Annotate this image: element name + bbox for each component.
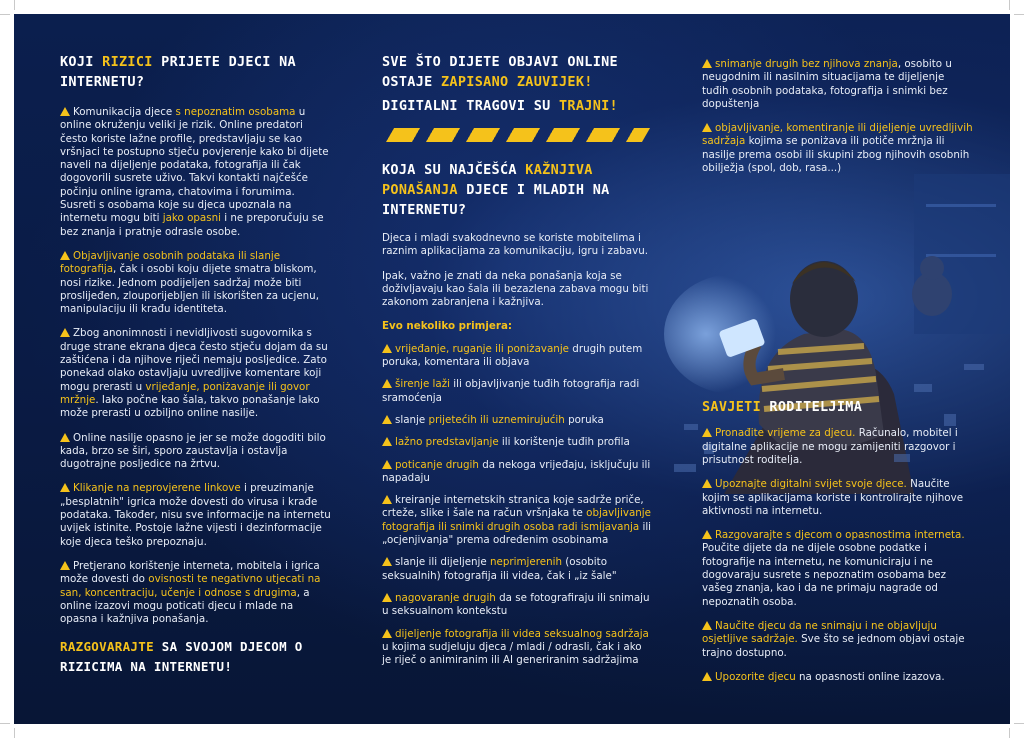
warning-icon	[702, 123, 712, 132]
example-item: vrijeđanje, ruganje ili poniżavanje drugih putem poruka, komentara ili objava	[382, 342, 643, 369]
warning-icon	[382, 557, 392, 566]
examples-label: Evo nekoliko primjera:	[382, 320, 513, 333]
warning-icon	[60, 251, 70, 260]
brochure-sheet	[14, 14, 1010, 724]
warning-icon	[382, 593, 392, 602]
intro-paragraph: Djeca i mladi svakodnevno se koriste mobitelima i raznim aplikacijama za komunikaciju, igru i zabavu.	[382, 232, 648, 258]
risk-paragraph: Komunikacija djece s nepoznatim osobama u online okruženju veliki je rizik. Online predatori često koriste lažne profile, predstavljaju se kao vršnjaci te postupno stječu povjerenje kako bi dijete naveli na dijeljenje podataka, fotografija ili čak dogovorili susrete uživo. Takvi kontakti najčešće počinju online igrama, chatovima i forumima. Susreti s osobama koje su djeca upoznala na internetu mogu biti jako opasni i ne preporučuju se bez znanja i pratnje odrasle osobe.	[60, 106, 329, 238]
risk-paragraph: Klikanje na neprovjerene linkove i preuzimanje „besplatnih" igrica može dovesti do virusa i krađe podataka. Također, nisu sve informacije na internetu uvijek istinite. Postoje lažne vijesti i dezinformacije koje djeca teško prepoznaju.	[60, 482, 331, 548]
parent-tip: Upozorite djecu na opasnosti online izazova.	[702, 671, 974, 684]
warning-icon	[702, 530, 712, 539]
risk-paragraph: Pretjerano korištenje interneta, mobitela i igrica može dovesti do ovisnosti te negativno utjecati na san, koncentraciju, učenje i odnose s drugima, a online izazovi mogu poticati djecu i mlade na opasna i kažnjiva ponašanja.	[60, 559, 321, 626]
parent-tip: Naučite djecu da ne snimaju i ne objavljuju osjetljive sadržaje. Sve što se jednom objavi ostaje trajno dostupno.	[702, 619, 965, 659]
warning-icon	[60, 483, 70, 492]
talk-to-children-callout: RAZGOVARAJTE SA SVOJOM DJECOM O RIZICIMA NA INTERNETU!	[60, 639, 303, 675]
warning-icon	[60, 433, 70, 442]
warning-icon	[382, 344, 392, 353]
example-item: slanje prijetećih ili uznemirujućih poruka	[382, 414, 654, 427]
warning-icon	[382, 415, 392, 424]
risk-paragraph: Online nasilje opasno je jer se može dogoditi bilo kada, brzo se širi, sporo zaustavlja i ostavlja dugotrajne posljedice na žrtvu.	[60, 431, 326, 471]
example-item: slanje ili dijeljenje neprimjerenih (osobito seksualnih) fotografija ili videa, čak i „iz šale"	[382, 556, 617, 582]
warning-icon	[702, 479, 712, 488]
example-item: lažno predstavljanje ili korištenje tuđih profila	[382, 436, 654, 449]
warning-icon	[382, 379, 392, 388]
warning-icon	[702, 428, 712, 437]
parent-tip: Razgovarajte s djecom o opasnostima interneta. Poučite dijete da ne dijele osobne podatke i fotografije na internetu, ne komuniciraju i ne dogovaraju susrete s nepoznatim osobama bez vašeg znanja, kao i da ne primaju nagrade od nepoznatih osoba.	[702, 529, 965, 608]
traces-heading: DIGITALNI TRAGOVI SU TRAJNI!	[382, 98, 618, 114]
warning-icon	[60, 107, 70, 116]
column-risks	[60, 14, 332, 724]
warning-icon	[702, 59, 712, 68]
warning-icon	[702, 672, 712, 681]
column-punishable	[382, 14, 654, 724]
intro-paragraph: Ipak, važno je znati da neka ponašanja koja se doživljavaju kao šala ili bezazlena zabava mogu biti zakonom zabranjena i kažnjiva.	[382, 269, 649, 309]
example-item: snimanje drugih bez njihova znanja, osobito u neugodnim ili nasilnim situacijama te dijeljenje tuđih osobnih podataka, fotografija i snimki bez dopuštenja	[702, 58, 952, 110]
warning-icon	[382, 629, 392, 638]
risks-heading: KOJI RIZICI PRIJETE DJECI NA INTERNETU?	[60, 54, 296, 90]
example-item: dijeljenje fotografija ili videa seksualnog sadržaja u kojima sudjeluju djeca / mladi / odrasli, čak i ako je riječ o animiranim ili AI generiranim sadržajima	[382, 627, 649, 667]
risk-paragraph: Zbog anonimnosti i nevidljivosti sugovornika s druge strane ekrana djeca često stječu dojam da su zaštićena i da njihove riječi nemaju posljedice. Zato ponekad olako ostavljaju uvredljive komentare koji mogu prerasti u vrijeđanje, poniżavanje ili govor mržnje. Iako počne kao šala, takvo ponašanje lako može prerasti u ozbiljno online nasilje.	[60, 327, 328, 420]
warning-icon	[382, 460, 392, 469]
example-item: širenje laži ili objavljivanje tuđih fotografija radi sramoćenja	[382, 378, 640, 404]
risk-paragraph: Objavljivanje osobnih podataka ili slanje fotografija, čak i osobi koju dijete smatra bliskom, nosi rizike. Jednom podijeljen sadržaj može biti proslijeđen, zlouporijebljen ili iskorišten za ucjenu, manipulaciju ili krađu identiteta.	[60, 249, 319, 316]
warning-stripes	[386, 128, 650, 142]
warning-icon	[382, 495, 392, 504]
forever-heading: SVE ŠTO DIJETE OBJAVI ONLINE OSTAJE ZAPISANO ZAUVIJEK!	[382, 54, 618, 90]
example-item: kreiranje internetskih stranica koje sadrže priče, crteže, slike i šale na račun vršnjaka te objavljivanje fotografija ili snimki drugih osoba radi ismijavanja ili „ocjenjivanja" prema određenim osobinama	[382, 494, 652, 547]
warning-icon	[382, 437, 392, 446]
example-item: objavljivanje, komentiranje ili dijeljenje uvredljivih sadržaja kojima se poniżava ili potiče mržnja ili nasilje prema osobi ili skupini zbog njihovih osobnih obilježja (spol, dob, rasa...)	[702, 122, 973, 175]
example-item: nagovaranje drugih da se fotografiraju ili snimaju u seksualnom kontekstu	[382, 591, 650, 618]
warning-icon	[60, 561, 70, 570]
column-advice	[702, 14, 974, 724]
example-item: poticanje drugih da nekoga vrijeđaju, isključuju ili napadaju	[382, 458, 651, 484]
parent-tips-heading: SAVJETI RODITELJIMA	[702, 399, 863, 416]
parent-tip: Pronađite vrijeme za djecu. Računalo, mobitel i digitalne aplikacije ne mogu zamijeniti razgovor i prisutnost roditelja.	[702, 427, 958, 466]
punishable-heading: KOJA SU NAJČEŠĆA KAŽNJIVA PONAŠANJA DJECE I MLADIH NA INTERNETU?	[382, 162, 610, 218]
warning-icon	[60, 328, 70, 337]
parent-tip: Upoznajte digitalni svijet svoje djece. Naučite kojim se aplikacijama koriste i kontrolirajte njihove aktivnosti na internetu.	[702, 478, 964, 517]
warning-icon	[702, 621, 712, 630]
